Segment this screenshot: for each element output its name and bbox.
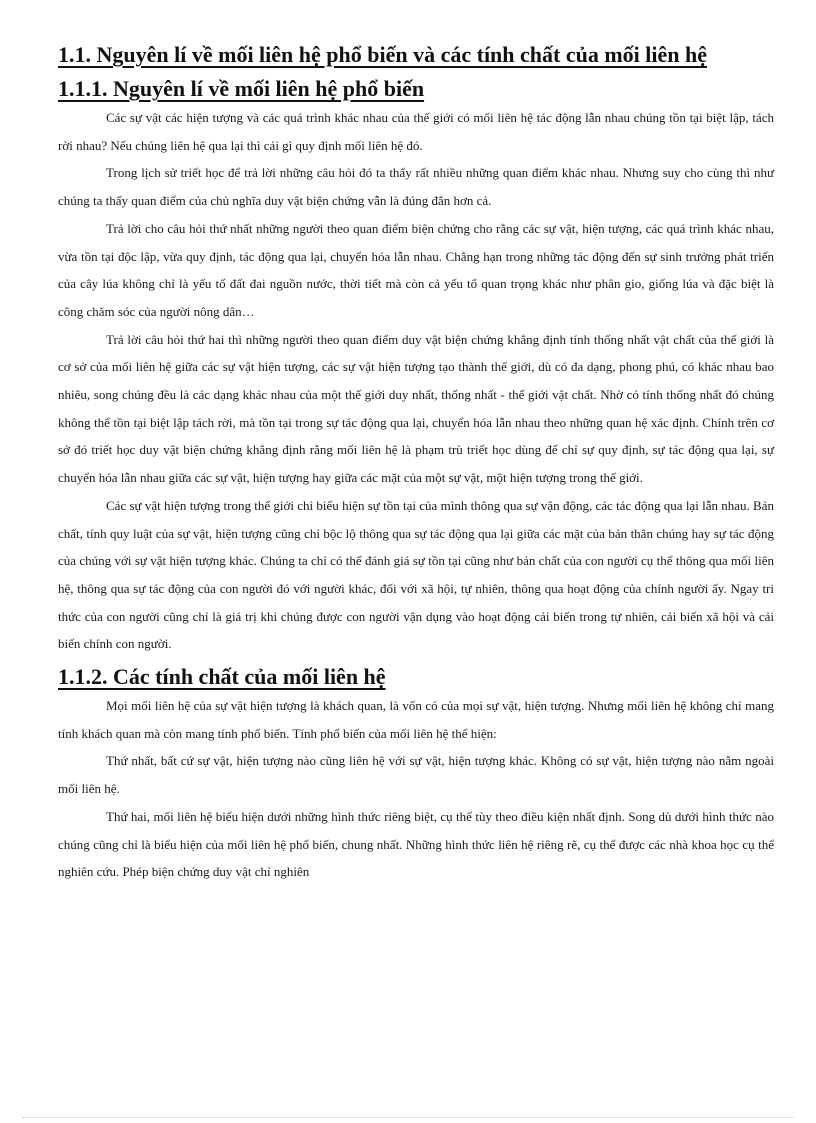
paragraph: Trong lịch sử triết học để trả lời những câu hỏi đó ta thấy rất nhiều những quan điểm khác nhau. Nhưng suy cho cùng thì như chúng ta thấy quan điểm của chủ nghĩa duy vật biện chứng vẫn là đúng đắn hơn cả.: [58, 165, 774, 209]
section-heading-1-1-2: 1.1.2. Các tính chất của mối liên hệ: [58, 664, 386, 690]
paragraph: Các sự vật các hiện tượng và các quá trình khác nhau của thế giới có mối liên hệ tác động lẫn nhau chúng tồn tại biệt lập, tách rời nhau? Nếu chúng liên hệ qua lại thì cái gì quy định mối liên hệ đó.: [58, 110, 774, 153]
paragraph: Thứ hai, mối liên hệ biểu hiện dưới những hình thức riêng biệt, cụ thể tùy theo điều kiện nhất định. Song dù dưới hình thức nào chúng cũng chỉ là biểu hiện của mối liên hệ phổ biến, chung nhất. Những hình thức liên hệ riêng rẽ, cụ thể được các nhà khoa học cụ thể nghiên cứu. Phép biện chứng duy vật chỉ nghiên: [58, 808, 774, 880]
paragraph: Trả lời câu hỏi thứ hai thì những người theo quan điểm duy vật biện chứng khẳng định tính thống nhất vật chất của thế giới là cơ sở của mối liên hệ giữa các sự vật hiện tượng, các sự vật hiện tượng tạo thành thế giới, dù có đa dạng, phong phú, có khác nhau bao nhiêu, song chúng đều là các dạng khác nhau của một thế giới duy nhất, thống nhất - thế giới vật chất. Nhờ có tính thống nhất đó chúng không thể tồn tại biệt lập tách rời, mà tồn tại trong sự tác động qua lại, chuyển hóa lẫn nhau theo những quan hệ xác định. Chính trên cơ sở đó triết học duy vật biện chứng khẳng định rằng mối liên hệ là phạm trù triết học dùng để chỉ sự quy định, sự tác động qua lại, sự chuyển hóa lẫn nhau giữa các sự vật, hiện tượng hay giữa các mặt của một sự vật, một hiện tượng trong thế giới.: [58, 331, 774, 486]
page-bottom-divider: [22, 1117, 794, 1118]
chapter-heading: 1.1. Nguyên lí về mối liên hệ phổ biến và các tính chất của mối liên hệ: [58, 42, 708, 67]
paragraph: Các sự vật hiện tượng trong thế giới chỉ biểu hiện sự tồn tại của mình thông qua sự vận động, các tác động qua lại lẫn nhau. Bản chất, tính quy luật của sự vật, hiện tượng cũng chỉ bộc lộ thông qua sự tác động qua lại giữa các mặt của bản thân chúng hay sự tác động của chúng với sự vật hiện tượng khác. Chúng ta chỉ có thể đánh giá sự tồn tại cũng như bản chất của con người cụ thể thông qua mối liên hệ, thông qua sự tác động của con người đó với người khác, đối với xã hội, tự nhiên, thông qua hoạt động của chính người ấy. Ngay tri thức của con người cũng chỉ là giá trị khi chúng được con người vận dụng vào hoạt động cải biến trong tự nhiên, cải biến xã hội và cải biến chính con người.: [58, 497, 774, 652]
paragraph: Mọi mối liên hệ của sự vật hiện tượng là khách quan, là vốn có của mọi sự vật, hiện tượng. Nhưng mối liên hệ không chỉ mang tính khách quan mà còn mang tính phổ biến. Tính phổ biến của mối liên hệ thể hiện:: [58, 698, 774, 741]
paragraph: Trả lời cho câu hỏi thứ nhất những người theo quan điểm biện chứng cho rằng các sự vật, hiện tượng, các quá trình khác nhau, vừa tồn tại độc lập, vừa quy định, tác động qua lại, chuyển hóa lẫn nhau. Chẳng hạn trong những tác động đến sự sinh trưởng phát triển của cây lúa không chỉ là yếu tố đất đai nguồn nước, thời tiết mà còn cả yếu tố quan trọng khác như phân gio, giống lúa và đặc biệt là công chăm sóc của người nông dân…: [58, 220, 774, 319]
document-page: [58, 38, 774, 886]
section-heading-1-1-1: 1.1.1. Nguyên lí về mối liên hệ phổ biến: [58, 76, 425, 101]
paragraph: Thứ nhất, bất cứ sự vật, hiện tượng nào cũng liên hệ với sự vật, hiện tượng khác. Không có sự vật, hiện tượng nào nằm ngoài mối liên hệ.: [58, 753, 774, 797]
